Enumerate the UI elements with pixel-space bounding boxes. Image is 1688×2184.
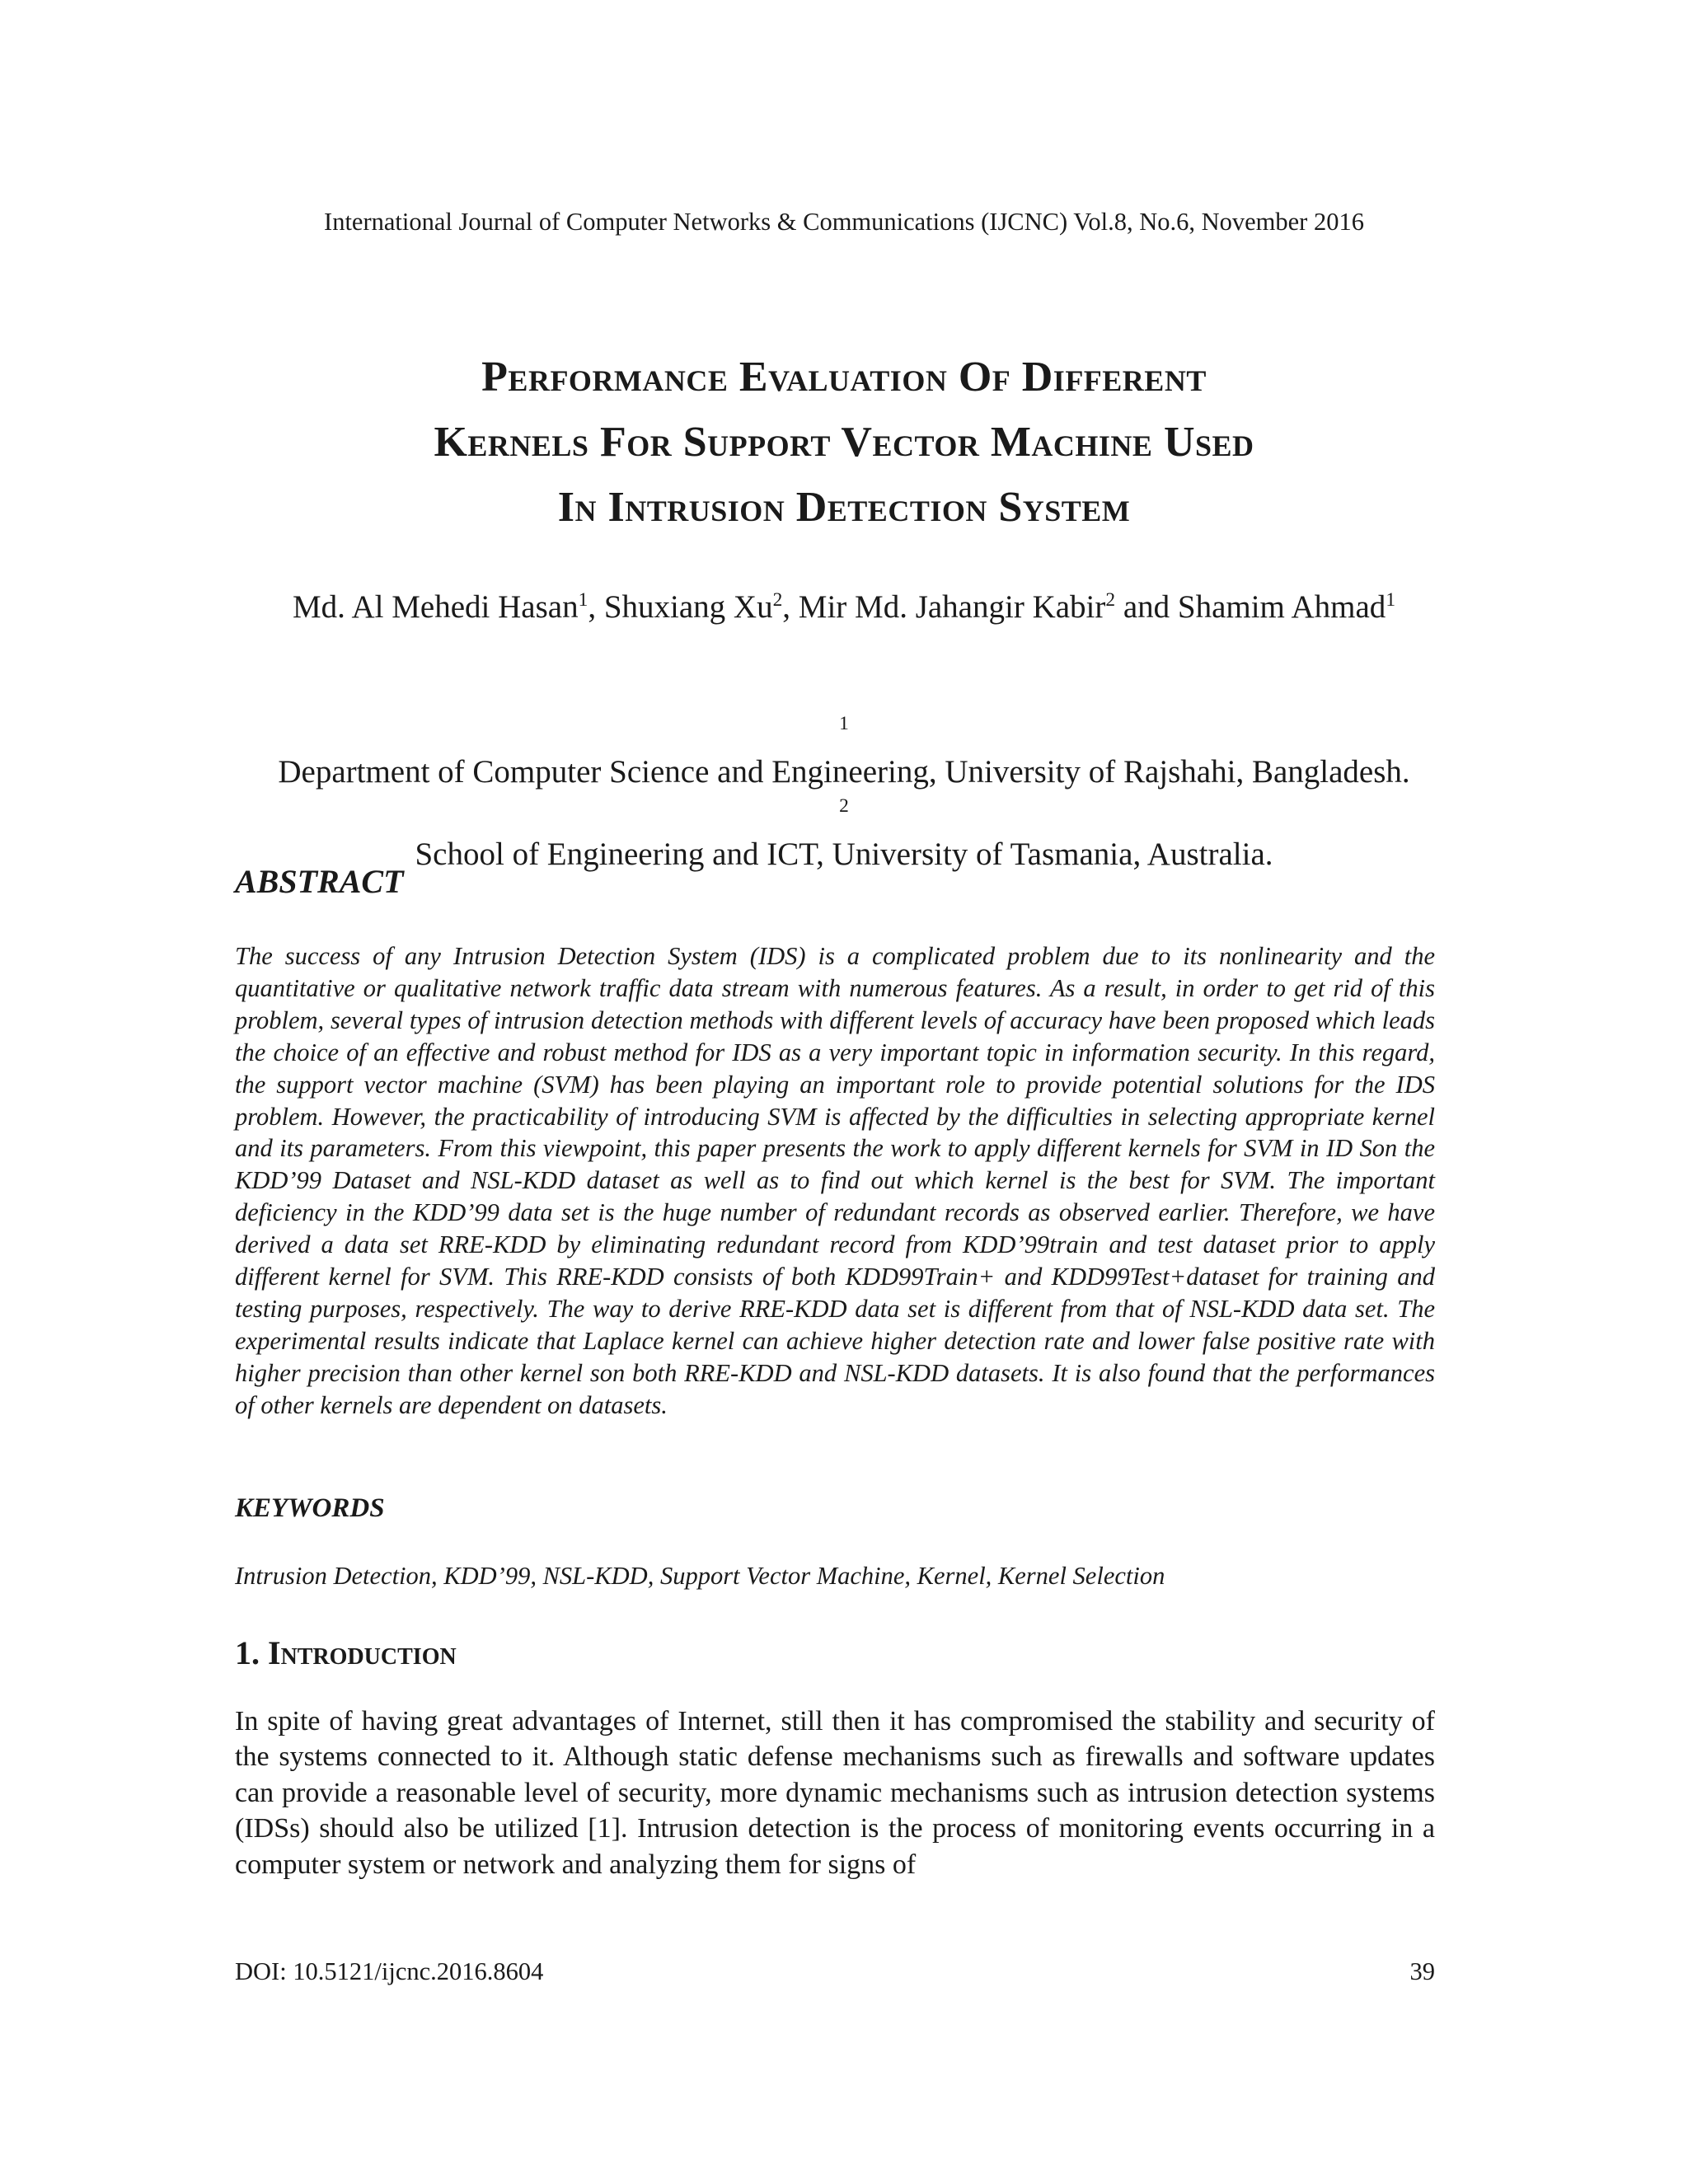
author-name: Shuxiang Xu: [603, 589, 773, 625]
author-separator: ,: [782, 589, 799, 625]
author-affiliation-mark: 2: [1105, 589, 1116, 611]
page-number: 39: [1409, 1957, 1435, 1985]
author-separator: ,: [588, 589, 604, 625]
author-list: [214, 587, 1474, 628]
author-name: Mir Md. Jahangir Kabir: [798, 589, 1106, 625]
introduction-heading: 1. Introduction: [235, 1634, 457, 1671]
title-line-3: In Intrusion Detection System: [557, 484, 1131, 531]
author-name: Shamim Ahmad: [1177, 589, 1386, 625]
keywords-body: Intrusion Detection, KDD’99, NSL-KDD, Support Vector Machine, Kernel, Kernel Selection: [235, 1562, 1165, 1590]
paper-title: [165, 344, 1523, 540]
affiliation-line: [165, 710, 1523, 793]
title-line-2: Kernels For Support Vector Machine Used: [434, 419, 1254, 466]
affiliation-mark: 1: [839, 713, 849, 734]
affiliation-text: Department of Computer Science and Engineering, University of Rajshahi, Bangladesh.: [278, 754, 1410, 790]
author-affiliation-mark: 1: [578, 589, 588, 611]
introduction-body: In spite of having great advantages of Internet, still then it has compromised the stability and security of the systems connected to it. Although static defense mechanisms such as firewalls and software updates can provide a reasonable level of security, more dynamic mechanisms such as intrusion detection systems (IDSs) should also be utilized [1]. Intrusion detection is the process of monitoring events occurring in a computer system or network and analyzing them for signs of: [235, 1706, 1435, 1880]
author-affiliation-mark: 1: [1386, 589, 1396, 611]
keywords-heading: KEYWORDS: [235, 1493, 385, 1523]
title-line-1: Performance Evaluation Of Different: [481, 354, 1207, 401]
author-name: Md. Al Mehedi Hasan: [292, 589, 579, 625]
footer-doi: DOI: 10.5121/ijcnc.2016.8604: [235, 1957, 544, 1985]
author-separator: and: [1115, 589, 1178, 625]
affiliation-list: [165, 710, 1523, 875]
affiliation-mark: 2: [839, 795, 849, 817]
affiliation-text: School of Engineering and ICT, University of Tasmania, Australia.: [415, 837, 1273, 872]
abstract-body: The success of any Intrusion Detection System (IDS) is a complicated problem due to its nonlinearity and the quantitative or qualitative network traffic data stream with numerous features. As a result, in order to get rid of this problem, several types of intrusion detection methods with different levels of accuracy have been proposed which leads the choice of an effective and robust method for IDS as a very important topic in information security. In this regard, the support vector machine (SVM) has been playing an important role to provide potential solutions for the IDS problem. However, the practicability of introducing SVM is affected by the difficulties in selecting appropriate kernel and its parameters. From this viewpoint, this paper presents the work to apply different kernels for SVM in ID Son the KDD’99 Dataset and NSL-KDD dataset as well as to find out which kernel is the best for SVM. The important deficiency in the KDD’99 data set is the huge number of redundant records as observed earlier. Therefore, we have derived a data set RRE-KDD by eliminating redundant record from KDD’99train and test dataset prior to apply different kernel for SVM. This RRE-KDD consists of both KDD99Train+ and KDD99Test+dataset for training and testing purposes, respectively. The way to derive RRE-KDD data set is different from that of NSL-KDD data set. The experimental results indicate that Laplace kernel can achieve higher detection rate and lower false positive rate with higher precision than other kernel son both RRE-KDD and NSL-KDD datasets. It is also found that the performances of other kernels are dependent on datasets.: [235, 942, 1435, 1419]
abstract-heading: ABSTRACT: [235, 863, 404, 900]
journal-running-header: International Journal of Computer Networks & Communications (IJCNC) Vol.8, No.6, November 2016: [324, 208, 1364, 236]
author-affiliation-mark: 2: [772, 589, 783, 611]
